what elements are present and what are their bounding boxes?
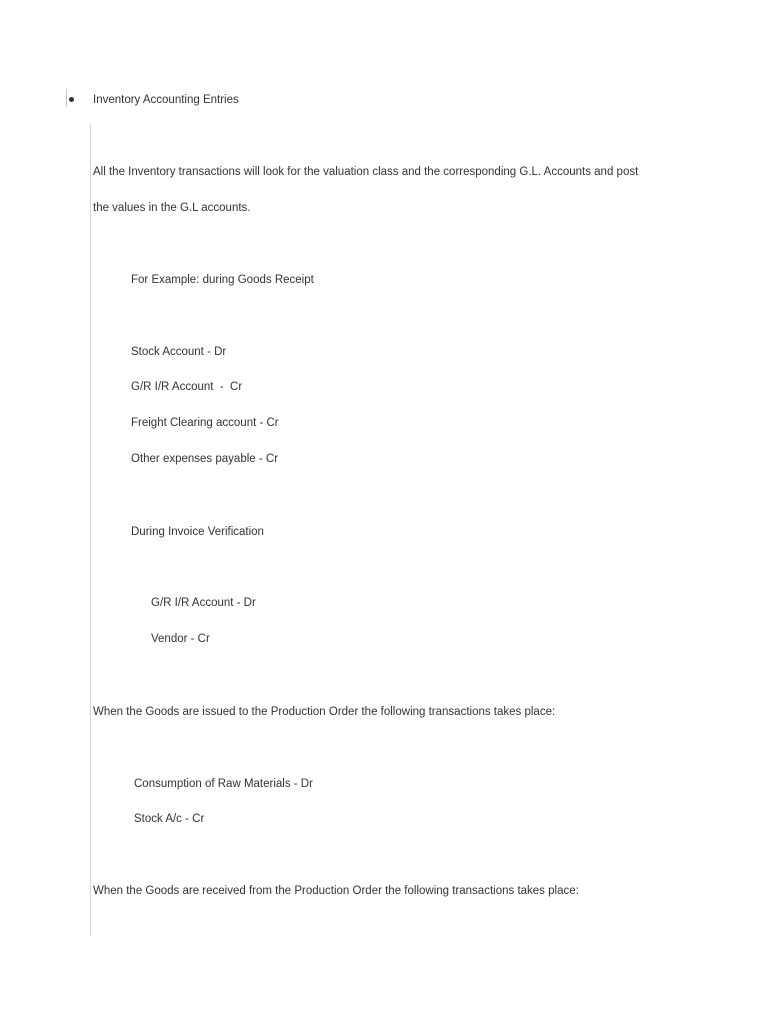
section-heading: Inventory Accounting Entries [93, 94, 239, 106]
goods-receipt-entry: Freight Clearing account - Cr [131, 417, 279, 429]
goods-issue-entry: Consumption of Raw Materials - Dr [134, 778, 313, 790]
goods-receipt-entry: Stock Account - Dr [131, 346, 227, 358]
bullet-marker-tick [66, 89, 67, 107]
invoice-verification-entry: G/R I/R Account - Dr [151, 597, 256, 609]
goods-issue-entry: Stock A/c - Cr [134, 813, 205, 825]
intro-line-2: the values in the G.L accounts. [93, 202, 251, 214]
left-indent-rule [90, 124, 91, 935]
goods-received-heading: When the Goods are received from the Production Order the following transactions takes place: [93, 885, 579, 897]
goods-receipt-heading: For Example: during Goods Receipt [131, 274, 314, 286]
invoice-verification-heading: During Invoice Verification [131, 526, 264, 538]
goods-issue-heading: When the Goods are issued to the Production Order the following transactions takes place: [93, 706, 556, 718]
bullet-icon [69, 97, 74, 102]
goods-receipt-entry: Other expenses payable - Cr [131, 453, 279, 465]
intro-line-1: All the Inventory transactions will look for the valuation class and the corresponding G.L. Accounts and post [93, 166, 639, 178]
invoice-verification-entry: Vendor - Cr [151, 633, 210, 645]
goods-receipt-entry: G/R I/R Account - Cr [131, 381, 243, 393]
